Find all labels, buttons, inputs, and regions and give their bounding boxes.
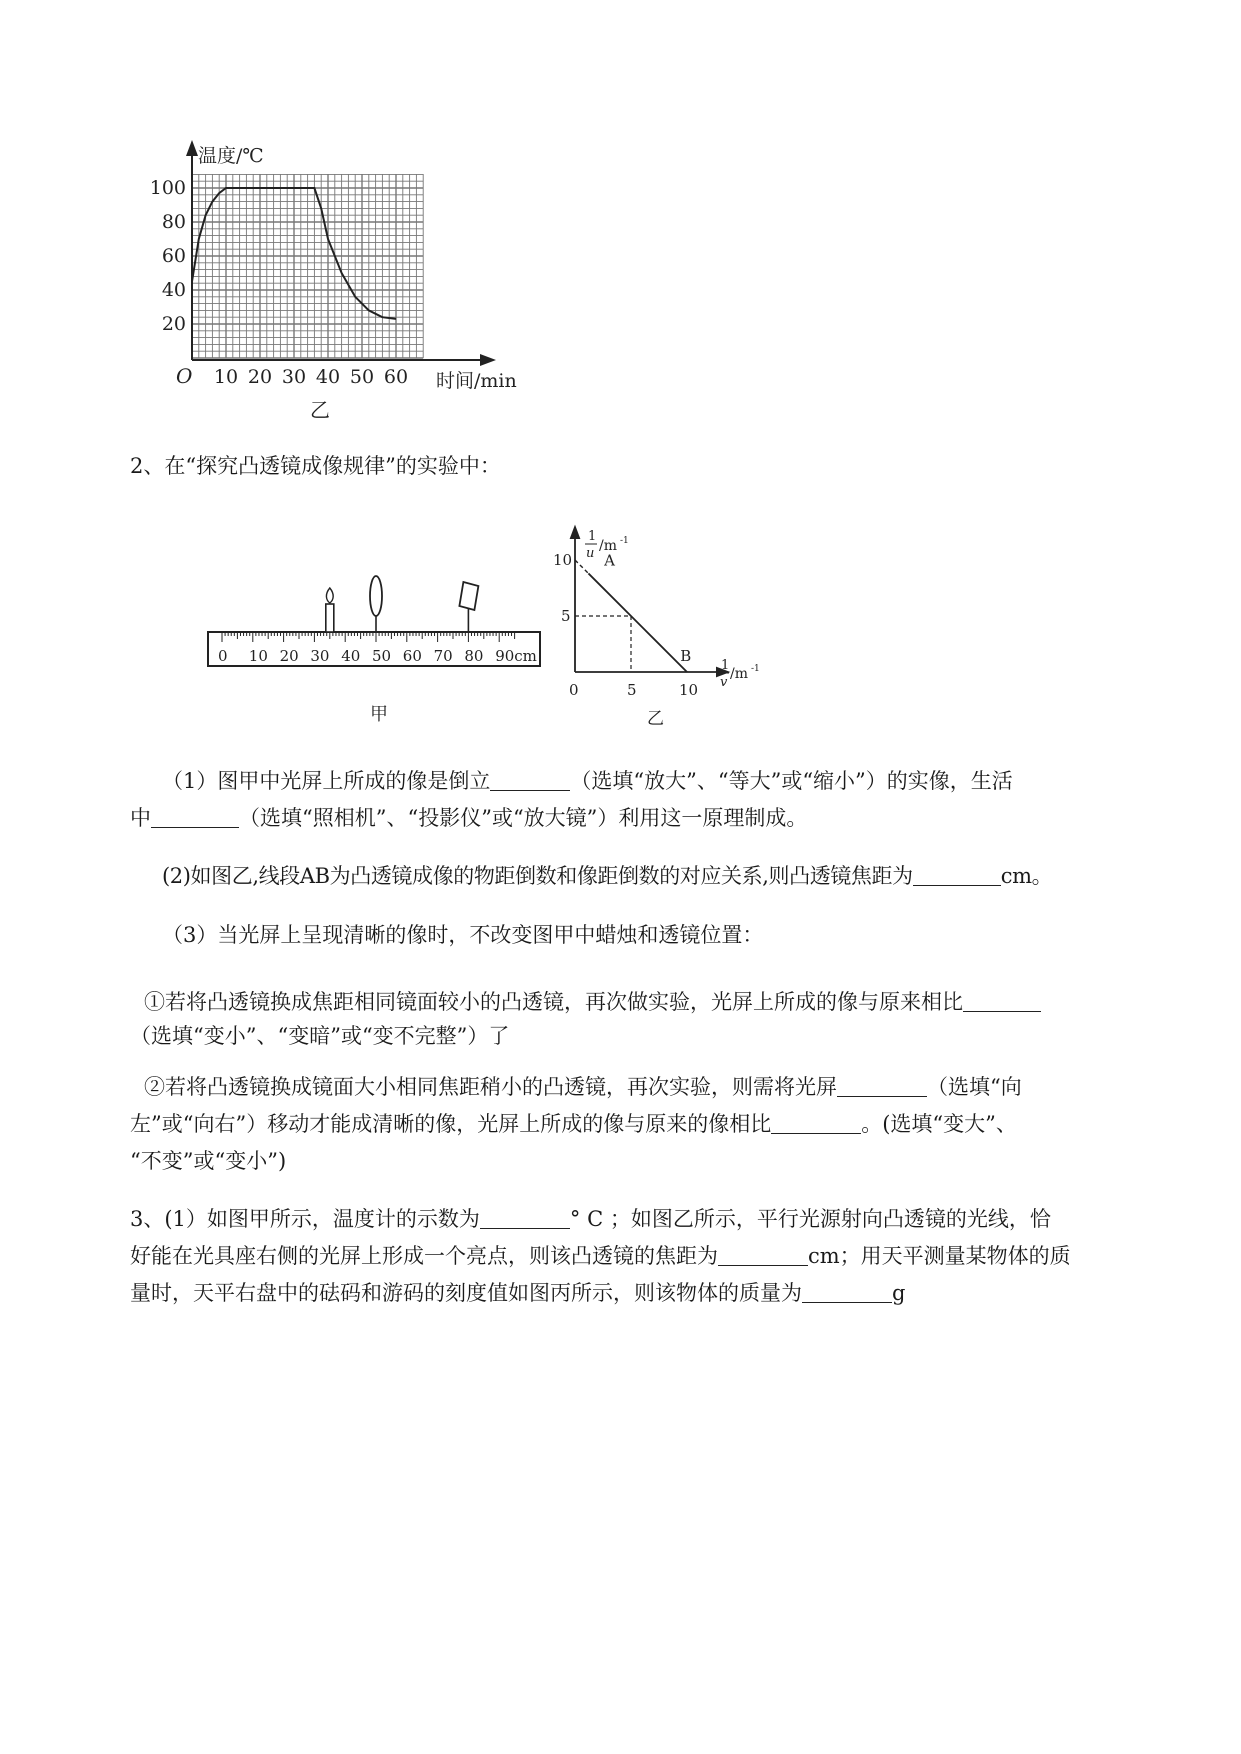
y-tick-5: 5 <box>561 607 571 625</box>
y-axis-unit: /m <box>599 538 617 554</box>
answer-blank-6[interactable] <box>771 1111 861 1134</box>
y-tick-label: 60 <box>161 245 186 267</box>
q3-text-f: g <box>892 1281 906 1305</box>
q3-text-d: cm；用天平测量某物体的质 <box>808 1244 1071 1268</box>
point-b-label: B <box>680 646 692 665</box>
ruler-label: 20 <box>279 647 299 665</box>
x-axis-exponent: -1 <box>751 664 760 674</box>
q2-part3-item1-line2: （选填“变小”、“变暗”或“变不完整”）了 <box>130 1024 510 1048</box>
x-axis-label: 时间/min <box>436 370 517 392</box>
y-tick-label: 100 <box>150 177 186 199</box>
y-axis-exponent: -1 <box>620 536 629 546</box>
reciprocal-distance-graph <box>545 520 780 735</box>
origin-label: O <box>176 364 193 388</box>
q2-part1-text-a: （1）图甲中光屏上所成的像是倒立 <box>162 769 491 793</box>
q2-part2 <box>162 853 1052 899</box>
y-tick-label: 80 <box>161 211 186 233</box>
y-axis-numerator: 1 <box>588 529 597 544</box>
origin-label: 0 <box>569 681 579 699</box>
q2-part2-text-b: cm。 <box>1000 864 1053 888</box>
answer-blank-4[interactable] <box>963 989 1041 1012</box>
graph-grid <box>192 174 423 358</box>
q2-part1-text-c: 中 <box>130 806 151 830</box>
q2-part3-item2-text-d: 。(选填“变大”、 <box>861 1112 1017 1136</box>
q3-text-a: 3、(1）如图甲所示，温度计的示数为 <box>130 1207 480 1231</box>
x-tick-label: 10 <box>213 366 239 388</box>
ruler-label: 50 <box>372 647 392 665</box>
ruler-label: 80 <box>464 647 484 665</box>
x-axis-unit: /m <box>730 666 748 682</box>
answer-blank-5[interactable] <box>837 1074 927 1097</box>
ruler-label: 60 <box>402 647 422 665</box>
y-tick-10: 10 <box>553 551 573 569</box>
x-tick-label: 60 <box>383 366 409 388</box>
figure-caption-yi: 乙 <box>647 709 664 729</box>
answer-blank-1[interactable] <box>490 768 570 791</box>
q2-part3-item2-text-a: ②若将凸透镜换成镜面大小相同焦距稍小的凸透镜，再次实验，则需将光屏 <box>144 1075 837 1099</box>
figure-caption: 乙 <box>310 398 330 422</box>
q2-part3-item2-text-c: 左”或“向右”）移动才能成清晰的像，光屏上所成的像与原来的像相比 <box>130 1112 772 1136</box>
ruler-label: 90cm <box>495 647 537 665</box>
y-tick-label: 40 <box>161 279 186 301</box>
y-axis-label: 温度/℃ <box>198 145 264 167</box>
q2-part3-item2-text-b: （选填“向 <box>927 1075 1022 1099</box>
q3-text-e: 量时，天平右盘中的砝码和游码的刻度值如图丙所示，则该物体的质量为 <box>130 1281 802 1305</box>
q2-part1-line2 <box>130 795 807 841</box>
ruler-label: 30 <box>310 647 330 665</box>
x-axis-numerator: 1 <box>721 658 730 673</box>
q2-part3: （3）当光屏上呈现清晰的像时，不改变图甲中蜡烛和透镜位置： <box>162 923 764 947</box>
question-2-title: 2、在“探究凸透镜成像规律”的实验中： <box>130 454 501 478</box>
y-tick-label: 20 <box>161 313 186 335</box>
answer-blank-3[interactable] <box>913 863 1001 886</box>
candle-icon <box>326 588 334 632</box>
x-tick-label: 50 <box>349 366 375 388</box>
x-tick-label: 40 <box>315 366 341 388</box>
x-tick-label: 20 <box>247 366 273 388</box>
answer-blank-7[interactable] <box>480 1206 570 1229</box>
ruler-label: 0 <box>218 647 228 665</box>
q2-part1-text-d: （选填“照相机”、“投影仪”或“放大镜”）利用这一原理制成。 <box>239 806 808 830</box>
convex-lens-icon <box>370 576 382 632</box>
dash-a-extension <box>575 560 588 573</box>
answer-blank-9[interactable] <box>802 1280 892 1303</box>
q3-text-c: 好能在光具座右侧的光屏上形成一个亮点，则该凸透镜的焦距为 <box>130 1244 718 1268</box>
answer-blank-2[interactable] <box>151 805 239 828</box>
x-tick-label: 30 <box>281 366 307 388</box>
x-axis-denominator: v <box>720 675 728 690</box>
y-axis-denominator: u <box>586 546 595 561</box>
ruler-label: 40 <box>341 647 361 665</box>
point-a-label: A <box>604 551 615 570</box>
q2-part3-item1-text: ①若将凸透镜换成焦距相同镜面较小的凸透镜，再次做实验，光屏上所成的像与原来相比 <box>144 990 963 1014</box>
light-screen-icon <box>459 582 478 632</box>
temperature-time-graph <box>150 140 550 440</box>
ruler-label: 70 <box>433 647 453 665</box>
figure-caption-jia: 甲 <box>370 704 388 725</box>
line-segment-ab <box>588 573 687 672</box>
q2-part2-text-a: (2)如图乙,线段AB为凸透镜成像的物距倒数和像距倒数的对应关系,则凸透镜焦距为 <box>162 864 913 888</box>
q3-line3 <box>130 1270 905 1316</box>
x-tick-5: 5 <box>627 681 637 699</box>
x-tick-10: 10 <box>679 681 699 699</box>
q2-part3-item2-line3: “不变”或“变小”) <box>130 1149 287 1173</box>
ruler-label: 10 <box>248 647 268 665</box>
optical-bench-figure <box>200 570 550 730</box>
q3-text-b: ° C ；如图乙所示，平行光源射向凸透镜的光线，恰 <box>569 1207 1051 1231</box>
answer-blank-8[interactable] <box>718 1243 808 1266</box>
q2-part1-text-b: （选填“放大”、“等大”或“缩小”）的实像，生活 <box>570 769 1013 793</box>
